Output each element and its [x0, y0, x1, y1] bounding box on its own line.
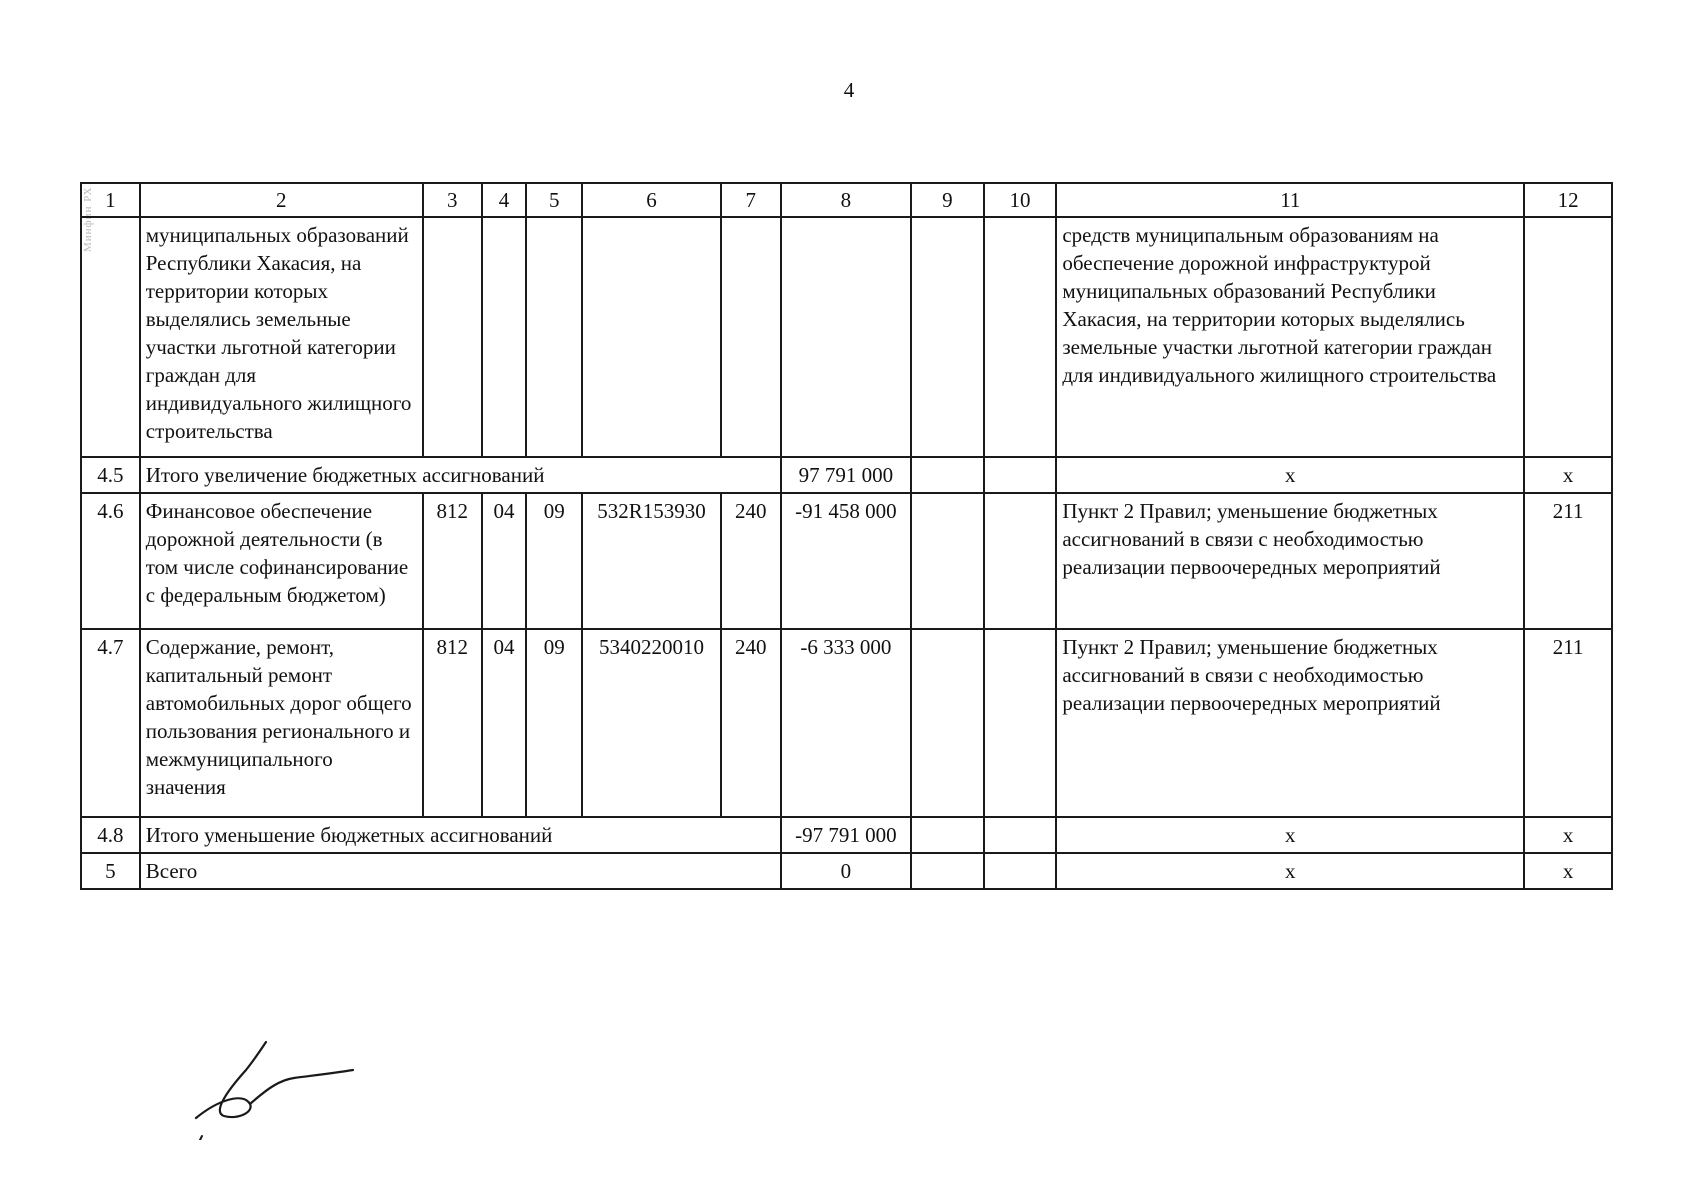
table-row-grand-total [81, 853, 1612, 889]
header-cell-11: 11 [1056, 183, 1524, 217]
header-cell-9: 9 [911, 183, 984, 217]
header-cell-4: 4 [482, 183, 527, 217]
row-amount: 97 791 000 [781, 457, 911, 493]
row-code: 211 [1524, 629, 1612, 817]
header-cell-3: 3 [423, 183, 482, 217]
header-cell-5: 5 [526, 183, 582, 217]
margin-stamp: Минфин РХ [82, 186, 94, 252]
row-amount: -6 333 000 [781, 629, 911, 817]
row-col5: 09 [526, 629, 582, 817]
row-basis: Пункт 2 Правил; уменьшение бюджетных ассигнований в связи с необходимостью реализации первоочередных мероприятий [1056, 629, 1524, 817]
row-name: Финансовое обеспечение дорожной деятельности (в том числе софинансирование с федеральным бюджетом) [140, 493, 423, 629]
table-row-total-increase [81, 457, 1612, 493]
row-basis: средств муниципальным образованиям на обеспечение дорожной инфраструктурой муниципальных образований Республики Хакасия, на территории которых выделялись земельные участки льготной категории граждан для индивидуального жилищного строительства [1056, 217, 1524, 457]
row-col7: 240 [721, 629, 781, 817]
row-number: 4.6 [81, 493, 140, 629]
row-label: Всего [140, 853, 781, 889]
row-basis: Пункт 2 Правил; уменьшение бюджетных ассигнований в связи с необходимостью реализации первоочередных мероприятий [1056, 493, 1524, 629]
header-cell-8: 8 [781, 183, 911, 217]
row-number: 4.7 [81, 629, 140, 817]
row-col6: 532R153930 [582, 493, 721, 629]
row-name: Содержание, ремонт, капитальный ремонт автомобильных дорог общего пользования регионального и межмуниципального значения [140, 629, 423, 817]
row-col4: 04 [482, 493, 527, 629]
row-col5: 09 [526, 493, 582, 629]
header-cell-2: 2 [140, 183, 423, 217]
row-code: х [1524, 457, 1612, 493]
header-cell-6: 6 [582, 183, 721, 217]
table-row-4-7 [81, 629, 1612, 817]
row-number: 5 [81, 853, 140, 889]
page-number: 4 [843, 78, 855, 102]
budget-table [80, 182, 1613, 890]
table-row-continuation [81, 217, 1612, 457]
row-amount: -91 458 000 [781, 493, 911, 629]
row-col3: 812 [423, 629, 482, 817]
table-header-row [81, 183, 1612, 217]
row-basis: х [1056, 853, 1524, 889]
row-col3: 812 [423, 493, 482, 629]
header-cell-1: 1 [81, 183, 140, 217]
row-col7: 240 [721, 493, 781, 629]
row-number: 4.5 [81, 457, 140, 493]
table-row-total-decrease [81, 817, 1612, 853]
row-name: муниципальных образований Республики Хакасия, на территории которых выделялись земельные участки льготной категории граждан для индивидуального жилищного строительства [140, 217, 423, 457]
row-col4: 04 [482, 629, 527, 817]
handwritten-signature [188, 1030, 358, 1140]
row-code: х [1524, 817, 1612, 853]
row-col6: 5340220010 [582, 629, 721, 817]
header-cell-7: 7 [721, 183, 781, 217]
row-code: х [1524, 853, 1612, 889]
table-row-4-6 [81, 493, 1612, 629]
row-number: 4.8 [81, 817, 140, 853]
row-amount: 0 [781, 853, 911, 889]
header-cell-10: 10 [984, 183, 1057, 217]
header-cell-12: 12 [1524, 183, 1612, 217]
row-label: Итого уменьшение бюджетных ассигнований [140, 817, 781, 853]
row-basis: х [1056, 457, 1524, 493]
row-code: 211 [1524, 493, 1612, 629]
row-basis: х [1056, 817, 1524, 853]
row-label: Итого увеличение бюджетных ассигнований [140, 457, 781, 493]
row-number [81, 217, 140, 457]
row-amount: -97 791 000 [781, 817, 911, 853]
